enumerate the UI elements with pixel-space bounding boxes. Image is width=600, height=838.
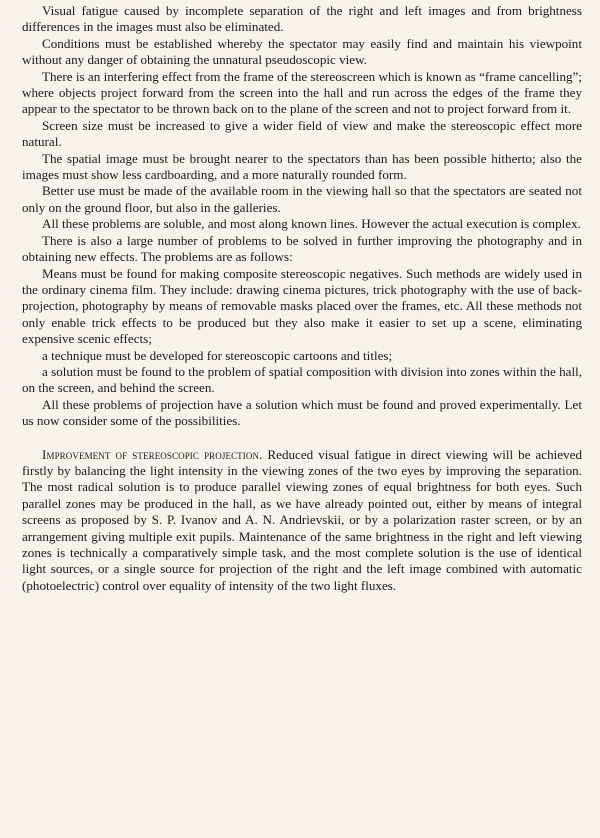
paragraph-composite-negatives: Means must be found for making composite stereoscopic negatives. Such methods are widely used in the ordinary cinema film. They include: drawing cinema pictures, trick photography with the use of back-projection, photography by means of removable masks placed over the frames, etc. All these methods not only enable trick effects to be produced but they also make it easier to set up a scene, eliminating expensive scenic effects; bbox=[22, 265, 582, 347]
paragraph-further-problems: There is also a large number of problems to be solved in further improving the photography and in obtaining new effects. The problems are as follows: bbox=[22, 232, 582, 265]
paragraph-projection-problems: All these problems of projection have a solution which must be found and proved experimentally. Let us now consider some of the possibilities. bbox=[22, 396, 582, 429]
paragraph-spatial-composition: a solution must be found to the problem of spatial composition with division into zones within the hall, on the screen, and behind the screen. bbox=[22, 363, 582, 396]
section-heading: Improvement of stereoscopic projection. bbox=[42, 446, 263, 462]
section-body: Reduced visual fatigue in direct viewing will be achieved firstly by balancing the light intensity in the viewing zones of the two eyes by improving the separation. The most radical solution is to produce parallel viewing zones of equal brightness for both eyes. Such parallel zones may be produced in the hall, as we have already pointed out, either by means of integral screens as proposed by S. P. Ivanov and A. N. Andrievskii, or by a polarization raster screen, or by an arrangement giving multiple exit pupils. Maintenance of the same brightness in the right and left viewing zones is technically a comparatively simple task, and the most complete solution is the use of identical light sources, or a single source for projection of the right and the left image combined with automatic (photoelectric) control over equality of intensity of the two light fluxes. bbox=[22, 446, 582, 593]
paragraph-problems-soluble: All these problems are soluble, and most along known lines. However the actual execution is complex. bbox=[42, 216, 581, 232]
section-paragraph bbox=[22, 447, 582, 595]
paragraph-spatial-image: The spatial image must be brought nearer to the spectators than has been possible hitherto; also the images must show less cardboarding, and a more naturally rounded form. bbox=[22, 150, 582, 183]
paragraph-viewpoint-conditions: Conditions must be established whereby the spectator may easily find and maintain his viewpoint without any danger of obtaining the unnatural pseudoscopic view. bbox=[22, 35, 582, 68]
paragraph-screen-size: Screen size must be increased to give a wider field of view and make the stereoscopic effect more natural. bbox=[22, 117, 582, 150]
paragraph-visual-fatigue: Visual fatigue caused by incomplete separation of the right and left images and from brightness differences in the images must also be eliminated. bbox=[22, 3, 582, 35]
paragraph-cartoons-titles: a technique must be developed for stereoscopic cartoons and titles; bbox=[42, 347, 393, 363]
paragraph-frame-cancelling: There is an interfering effect from the frame of the stereoscreen which is known as “frame cancelling”; where objects project forward from the screen into the hall and run across the edges of the frame they appear to the spectator to be thrown back on to the plane of the screen and not to project forward from it. bbox=[22, 68, 582, 117]
paragraph-viewing-hall: Better use must be made of the available room in the viewing hall so that the spectators are seated not only on the ground floor, but also in the galleries. bbox=[22, 183, 582, 215]
